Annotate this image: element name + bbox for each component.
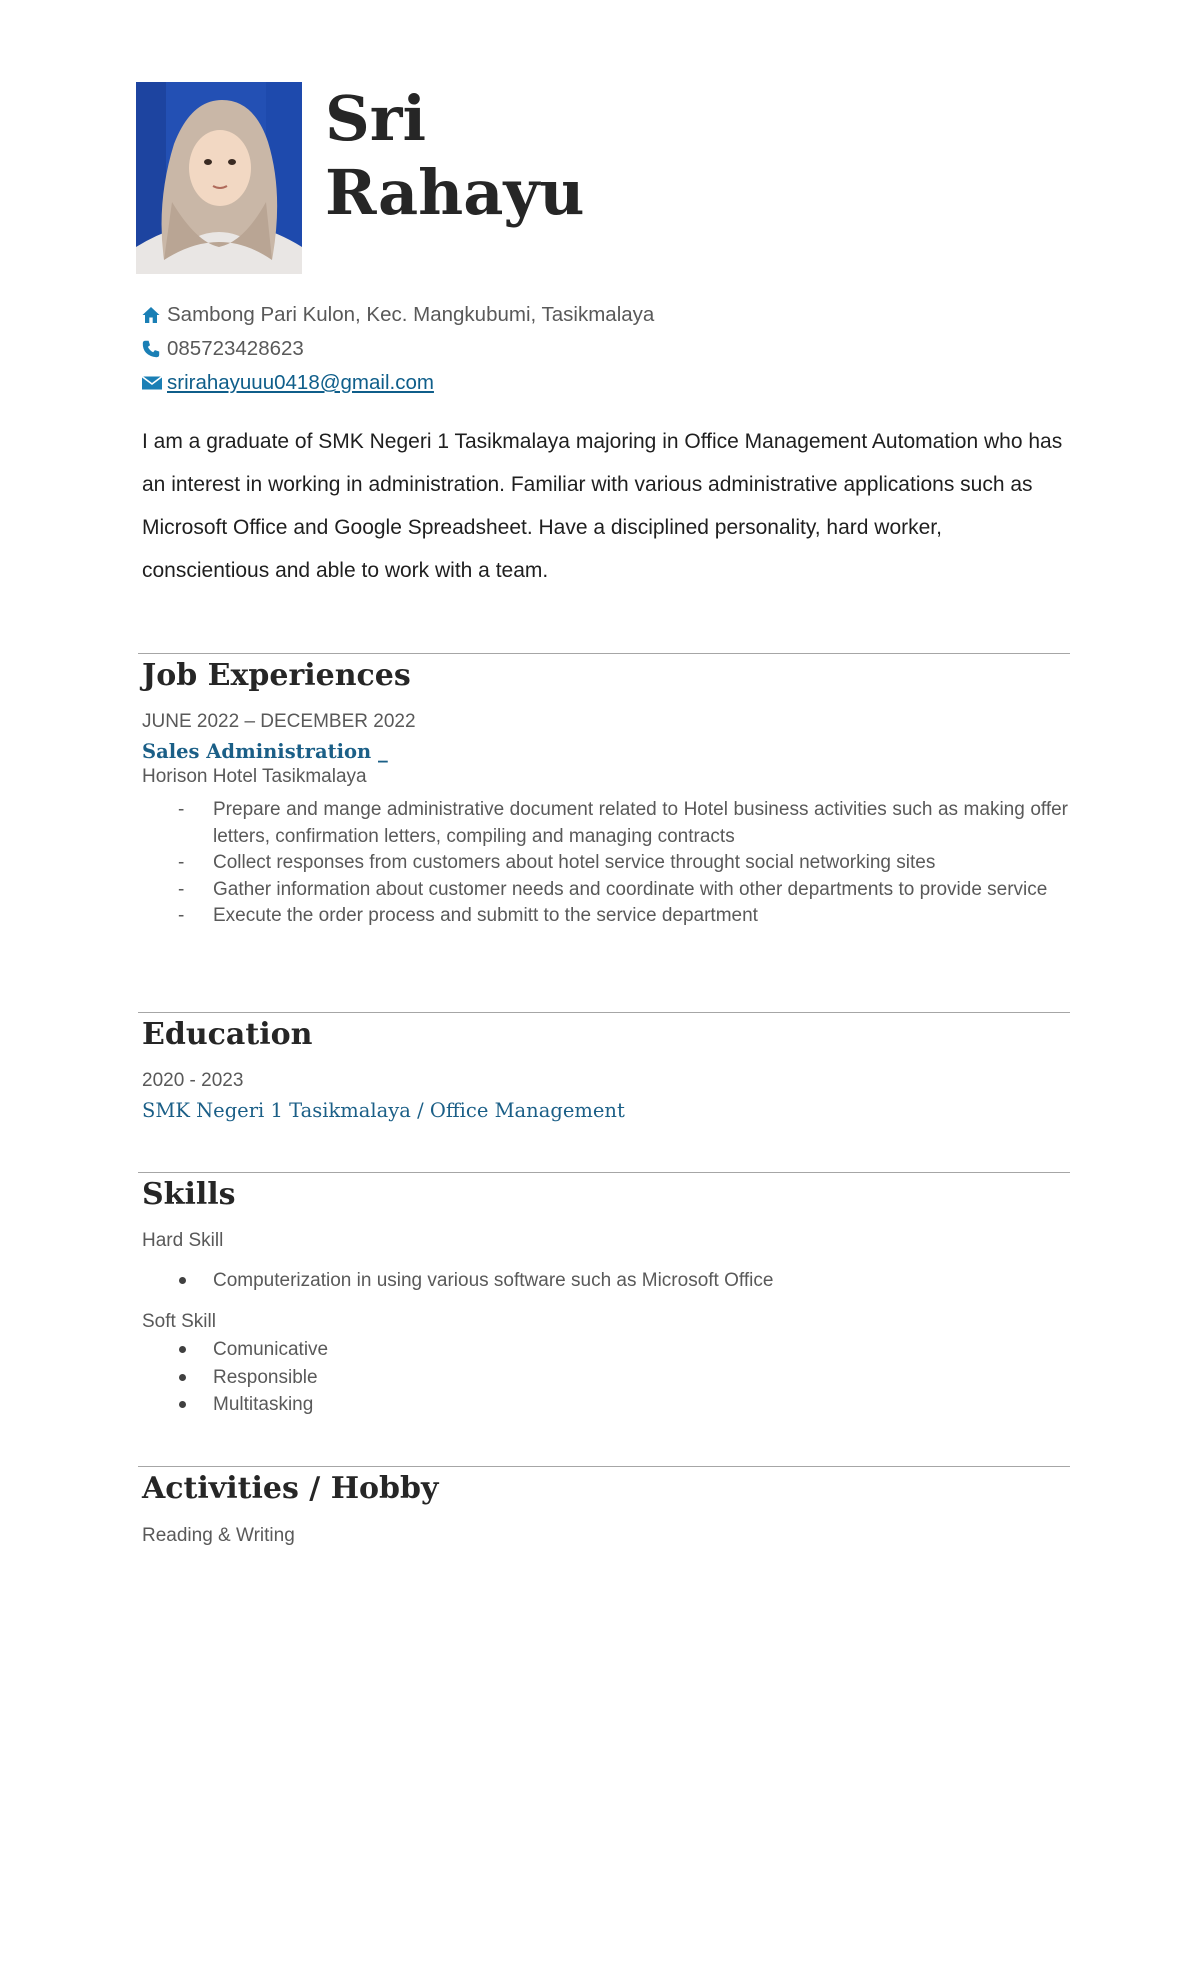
list-item: - Gather information about customer needs and coordinate with other departments to provide service	[142, 877, 1068, 904]
address-row	[141, 298, 654, 332]
profile-summary: I am a graduate of SMK Negeri 1 Tasikmalaya majoring in Office Management Automation who has an interest in working in administration. Familiar with various administrative applications such as Microsoft Office and Google Spreadsheet. Have a disciplined personality, hard worker, conscientious and able to work with a team.	[142, 430, 1063, 582]
home-icon	[141, 304, 163, 326]
phone-text: 085723428623	[167, 337, 304, 360]
contact-block	[141, 298, 654, 400]
experience-role: Sales Administration _	[142, 740, 388, 763]
profile-photo-illustration	[136, 82, 302, 274]
list-item: Responsible	[142, 1364, 328, 1392]
hard-skill-label: Hard Skill	[142, 1230, 224, 1251]
soft-skill-label: Soft Skill	[142, 1311, 216, 1332]
list-item: Multitasking	[142, 1391, 328, 1419]
phone-row	[141, 332, 654, 366]
list-item: Computerization in using various software such as Microsoft Office	[142, 1267, 773, 1295]
section-divider	[138, 1466, 1070, 1467]
section-title-skills: Skills	[142, 1177, 236, 1212]
section-divider	[138, 1172, 1070, 1173]
list-item: - Execute the order process and submitt to the service department	[142, 903, 1068, 930]
email-link[interactable]: srirahayuuu0418@gmail.com	[167, 371, 434, 394]
section-title-activities: Activities / Hobby	[142, 1471, 439, 1506]
envelope-icon	[141, 372, 163, 394]
last-name: Rahayu	[325, 156, 585, 229]
section-title-experience: Job Experiences	[142, 658, 411, 693]
section-title-education: Education	[142, 1017, 313, 1052]
experience-period: JUNE 2022 – DECEMBER 2022	[142, 711, 416, 732]
education-period: 2020 - 2023	[142, 1070, 244, 1091]
first-name: Sri	[325, 82, 426, 155]
candidate-name	[325, 82, 584, 230]
phone-icon	[141, 338, 163, 360]
soft-skill-list	[142, 1336, 328, 1419]
experience-duties	[142, 797, 1068, 930]
education-school: SMK Negeri 1 Tasikmalaya / Office Management	[142, 1099, 625, 1122]
profile-photo	[136, 82, 302, 274]
list-item: Comunicative	[142, 1336, 328, 1364]
email-row	[141, 366, 654, 400]
list-item: - Collect responses from customers about hotel service throught social networking sites	[142, 850, 1068, 877]
address-text: Sambong Pari Kulon, Kec. Mangkubumi, Tasikmalaya	[167, 303, 655, 326]
section-divider	[138, 1012, 1070, 1013]
list-item: - Prepare and mange administrative document related to Hotel business activities such as making offer letters, confirmation letters, compiling and managing contracts	[142, 797, 1068, 850]
hard-skill-list	[142, 1267, 773, 1295]
experience-company: Horison Hotel Tasikmalaya	[142, 766, 367, 787]
activities-text: Reading & Writing	[142, 1525, 295, 1546]
section-divider	[138, 653, 1070, 654]
